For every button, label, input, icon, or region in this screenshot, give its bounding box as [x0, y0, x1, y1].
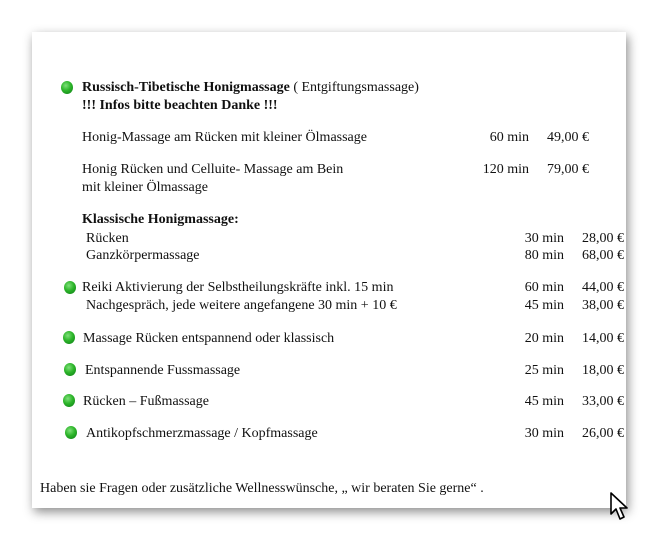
service-duration: 45 min [524, 298, 564, 313]
service-price: 28,00 € [582, 231, 624, 246]
service-price: 26,00 € [582, 426, 624, 441]
service-label: Entspannende Fussmassage [85, 363, 241, 378]
price-list-card [32, 32, 626, 508]
service-label: Ganzkörpermassage [86, 248, 200, 263]
service-label: Antikopfschmerzmassage / Kopfmassage [86, 426, 318, 441]
service-duration: 20 min [524, 331, 564, 346]
footer-text: Haben sie Fragen oder zusätzliche Wellnesswünsche, „ wir beraten Sie gerne“ . [40, 481, 484, 496]
service-price: 68,00 € [582, 248, 624, 263]
service-duration: 30 min [524, 426, 564, 441]
green-ball-icon [64, 281, 76, 294]
section-title-bold: Russisch-Tibetische Honigmassage [82, 80, 290, 95]
service-price: 49,00 € [547, 130, 589, 145]
service-price: 79,00 € [547, 162, 589, 177]
service-price: 33,00 € [582, 394, 624, 409]
service-duration: 60 min [524, 280, 564, 295]
service-price: 44,00 € [582, 280, 624, 295]
green-ball-icon [64, 363, 76, 376]
service-label: Nachgespräch, jede weitere angefangene 30 min + 10 € [86, 298, 397, 313]
classic-heading: Klassische Honigmassage: [82, 212, 239, 227]
green-ball-icon [63, 394, 75, 407]
notice-text: !!! Infos bitte beachten Danke !!! [82, 98, 278, 113]
service-duration: 25 min [524, 363, 564, 378]
service-price: 18,00 € [582, 363, 624, 378]
mouse-pointer-icon [609, 492, 631, 522]
service-label: Rücken [86, 231, 129, 246]
green-ball-icon [65, 426, 77, 439]
service-duration: 120 min [482, 162, 529, 177]
service-label: Honig-Massage am Rücken mit kleiner Ölmassage [82, 130, 367, 145]
service-label: Honig Rücken und Celluite- Massage am Bein [82, 162, 344, 177]
service-label: Rücken – Fußmassage [83, 394, 209, 409]
service-label: Massage Rücken entspannend oder klassisch [83, 331, 335, 346]
service-duration: 30 min [524, 231, 564, 246]
service-label-continued: mit kleiner Ölmassage [82, 180, 208, 195]
service-price: 14,00 € [582, 331, 624, 346]
section-title [82, 79, 419, 96]
service-duration: 45 min [524, 394, 564, 409]
green-ball-icon [61, 81, 73, 94]
service-label: Reiki Aktivierung der Selbstheilungskräfte inkl. 15 min [82, 280, 394, 295]
section-title-normal: ( Entgiftungsmassage) [289, 80, 419, 95]
service-duration: 80 min [524, 248, 564, 263]
service-duration: 60 min [489, 130, 529, 145]
green-ball-icon [63, 331, 75, 344]
service-price: 38,00 € [582, 298, 624, 313]
